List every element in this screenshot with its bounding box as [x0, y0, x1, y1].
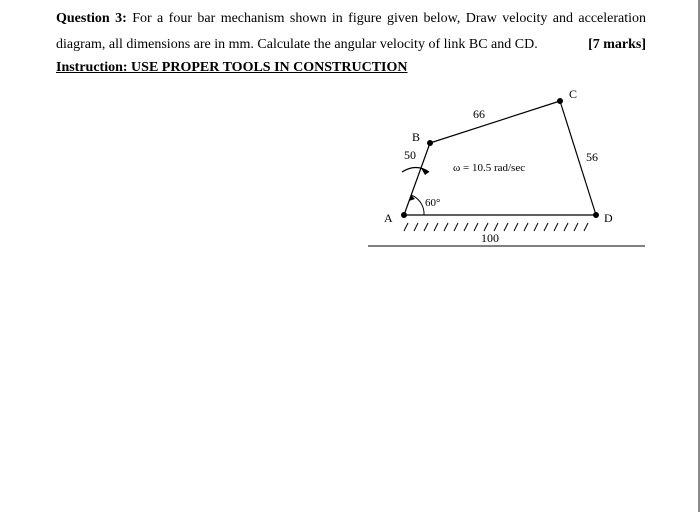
joint-c — [557, 98, 563, 104]
joint-b — [427, 140, 433, 146]
question-text-2: diagram, all dimensions are in mm. Calculate the angular velocity of link BC and CD. — [56, 37, 538, 52]
question-label: Question 3: — [56, 11, 127, 26]
instruction-text: Instruction: USE PROPER TOOLS IN CONSTRUCTION — [56, 60, 408, 75]
omega-label: ω = 10.5 rad/sec — [453, 162, 526, 174]
label-point-c: C — [569, 87, 578, 101]
question-text-1: For a four bar mechanism shown in figure given below, Draw velocity and acceleration — [132, 11, 647, 26]
label-point-a: A — [384, 211, 393, 225]
dimension-ad: 100 — [481, 231, 499, 245]
dimension-bc: 66 — [473, 107, 485, 121]
joint-a — [401, 212, 407, 218]
link-bc — [430, 101, 560, 143]
ground-hatching — [404, 223, 588, 231]
marks-label: [7 marks] — [588, 37, 646, 52]
angle-label: 60° — [425, 197, 441, 209]
joint-d — [593, 212, 599, 218]
label-point-b: B — [412, 130, 421, 144]
dimension-ab: 50 — [404, 148, 416, 162]
dimension-cd: 56 — [586, 150, 598, 164]
label-point-d: D — [604, 211, 613, 225]
